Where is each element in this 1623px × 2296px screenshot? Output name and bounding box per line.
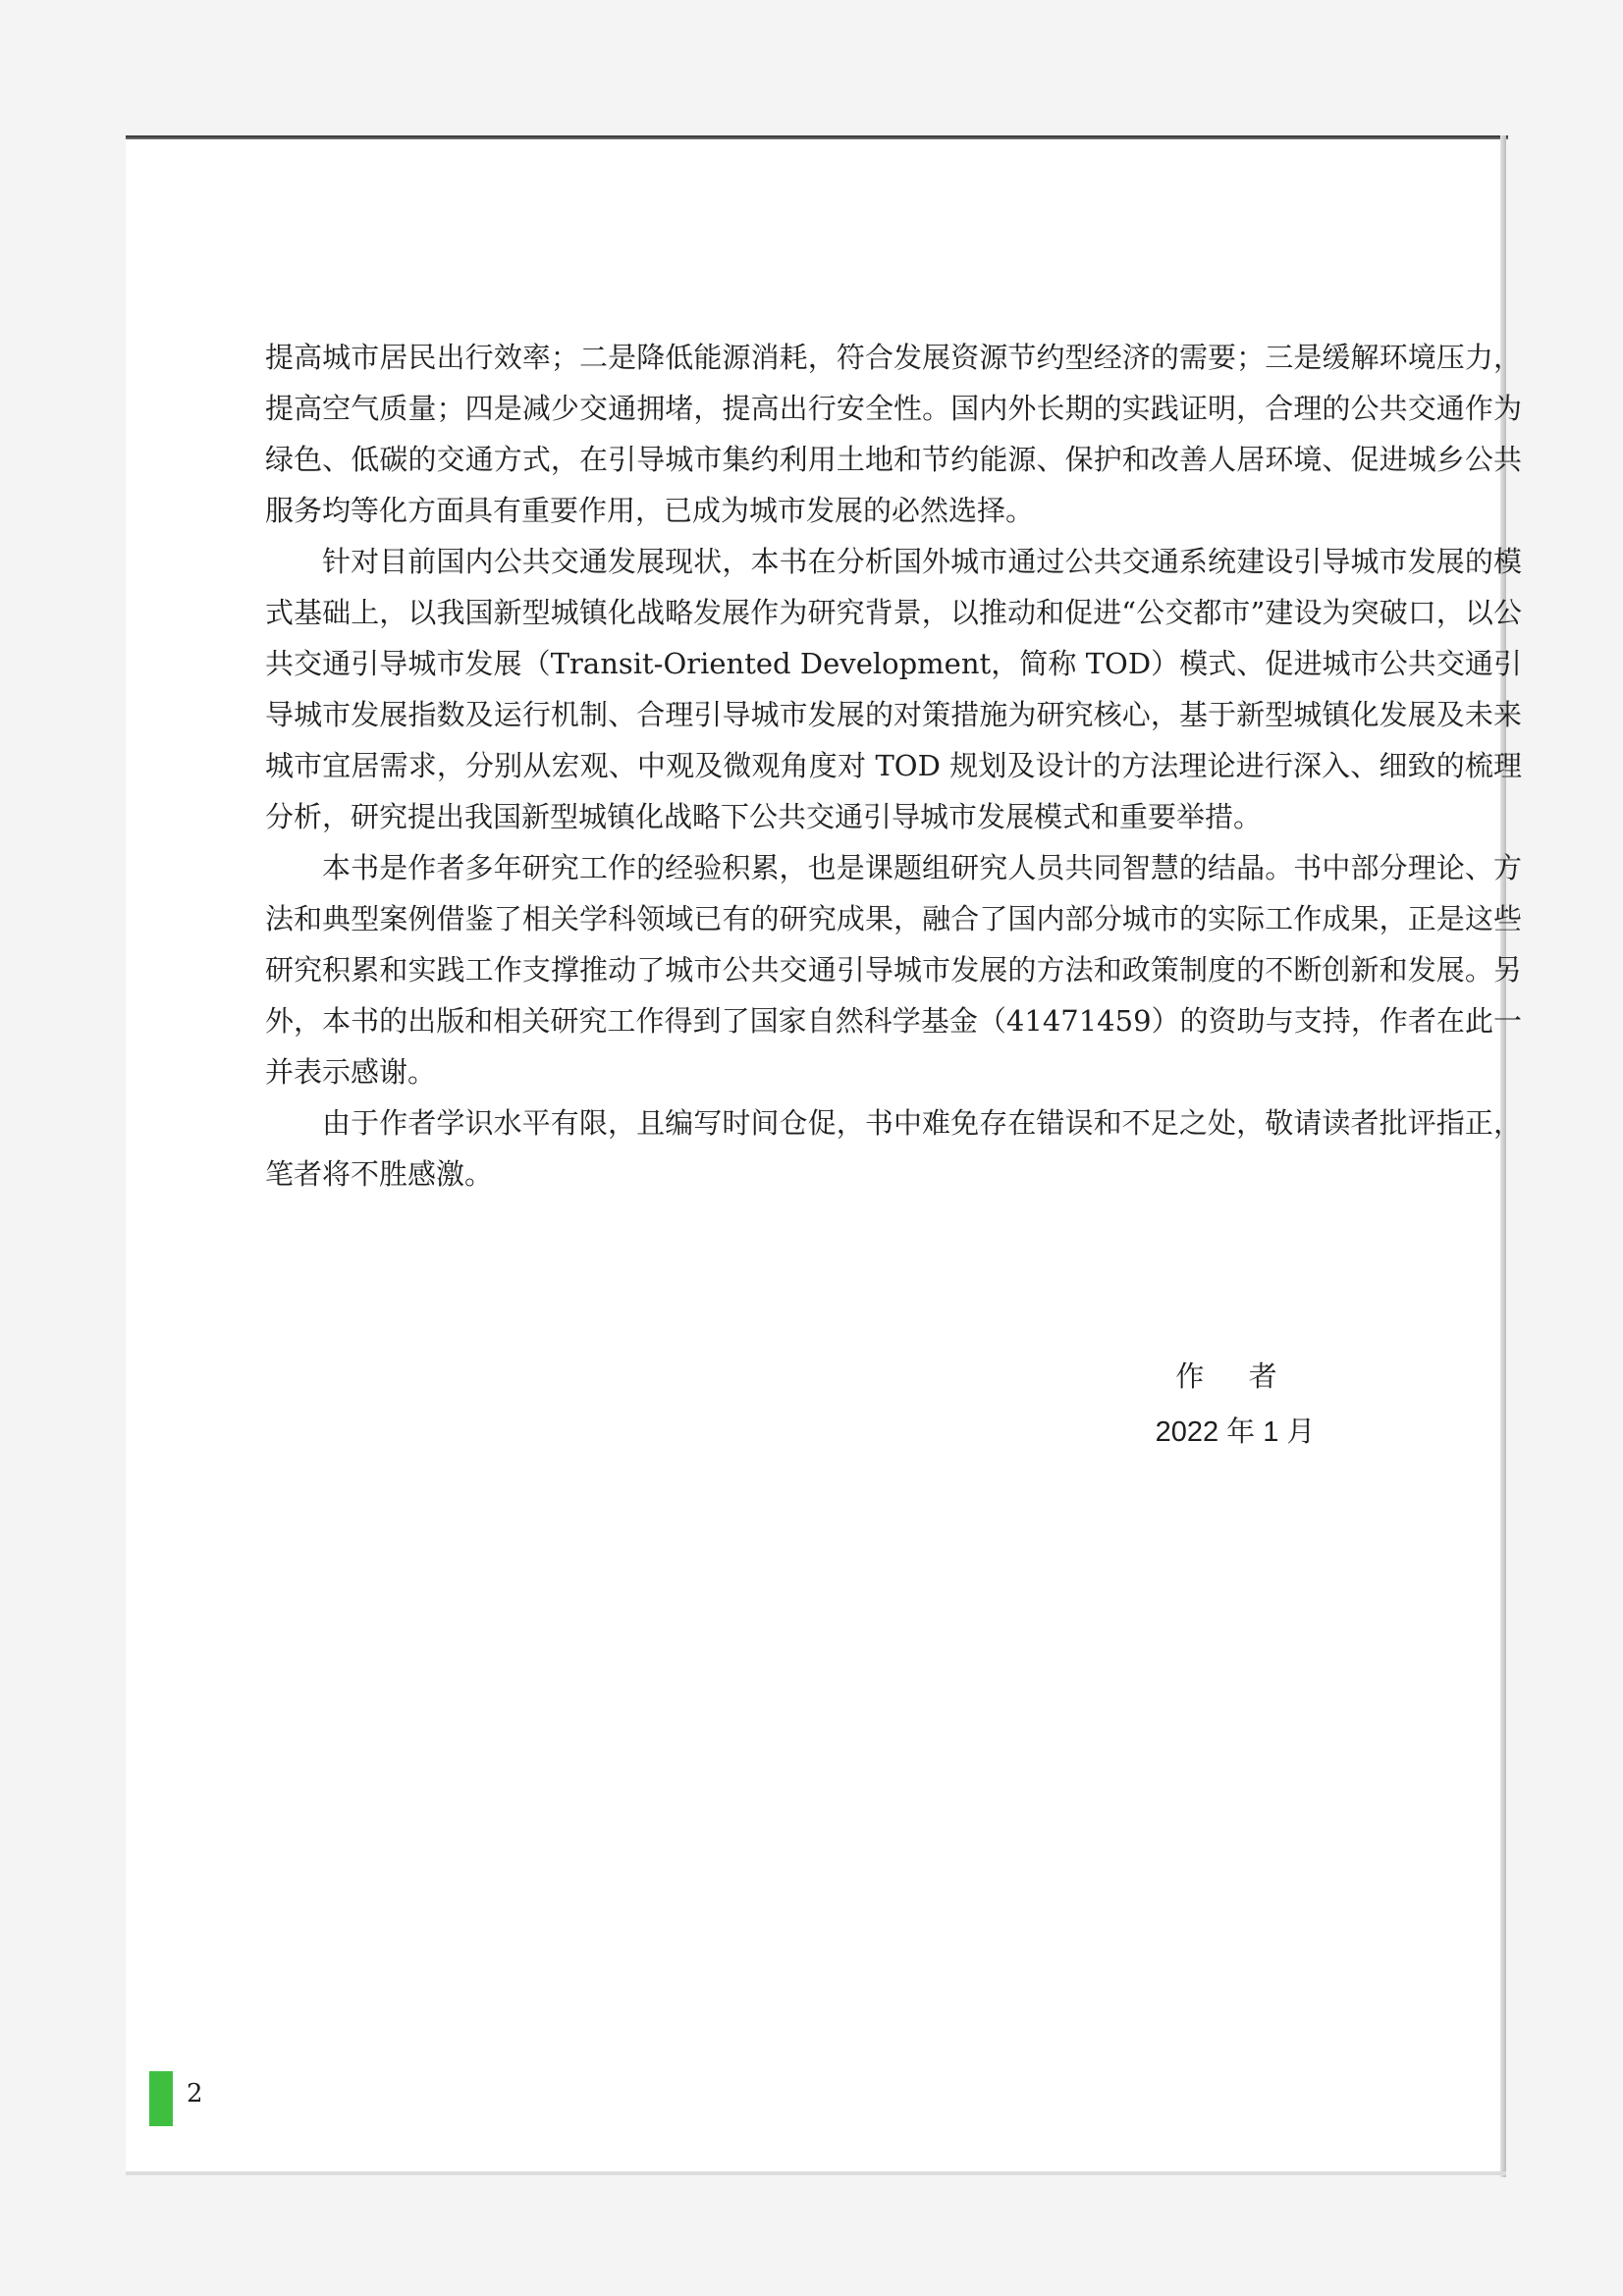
paragraph-disclaimer: 由于作者学识水平有限，且编写时间仓促，书中难免存在错误和不足之处，敬请读者批评指正，笔者将不胜感激。	[265, 1106, 1522, 1191]
paragraph-acknowledgement: 本书是作者多年研究工作的经验积累，也是课题组研究人员共同智慧的结晶。书中部分理论、方法和典型案例借鉴了相关学科领域已有的研究成果，融合了国内部分城市的实际工作成果，正是这些研究积累和实践工作支撑推动了城市公共交通引导城市发展的方法和政策制度的不断创新和发展。另外，本书的出版和相关研究工作得到了国家自然科学基金（41471459）的资助与支持，作者在此一并表示感谢。	[265, 851, 1522, 1089]
page-marker-tab	[149, 2071, 173, 2126]
author-signature: 作 者	[1175, 1360, 1295, 1393]
document-page	[126, 139, 1522, 2171]
paragraph-continuation: 提高城市居民出行效率；二是降低能源消耗，符合发展资源节约型经济的需要；三是缓解环境压力，提高空气质量；四是减少交通拥堵，提高出行安全性。国内外长期的实践证明，合理的公共交通作为绿色、低碳的交通方式，在引导城市集约利用土地和节约能源、保护和改善人居环境、促进城乡公共服务均等化方面具有重要作用，已成为城市发展的必然选择。	[265, 341, 1522, 527]
scan-edge-bottom	[126, 2171, 1506, 2175]
paragraph-research-focus: 针对目前国内公共交通发展现状，本书在分析国外城市通过公共交通系统建设引导城市发展的模式基础上，以我国新型城镇化战略发展作为研究背景，以推动和促进“公交都市”建设为突破口，以公共交通引导城市发展（Transit-Oriented Development，简称 TOD）模式、促进城市公共交通引导城市发展指数及运行机制、合理引导城市发展的对策措施为研究核心，基于新型城镇化发展及未来城市宜居需求，分别从宏观、中观及微观角度对 TOD 规划及设计的方法理论进行深入、细致的梳理分析，研究提出我国新型城镇化战略下公共交通引导城市发展模式和重要举措。	[265, 545, 1522, 833]
preface-date: 2022 年 1 月	[1155, 1416, 1316, 1448]
page-number: 2	[187, 2079, 203, 2109]
body-text	[265, 332, 1522, 1200]
